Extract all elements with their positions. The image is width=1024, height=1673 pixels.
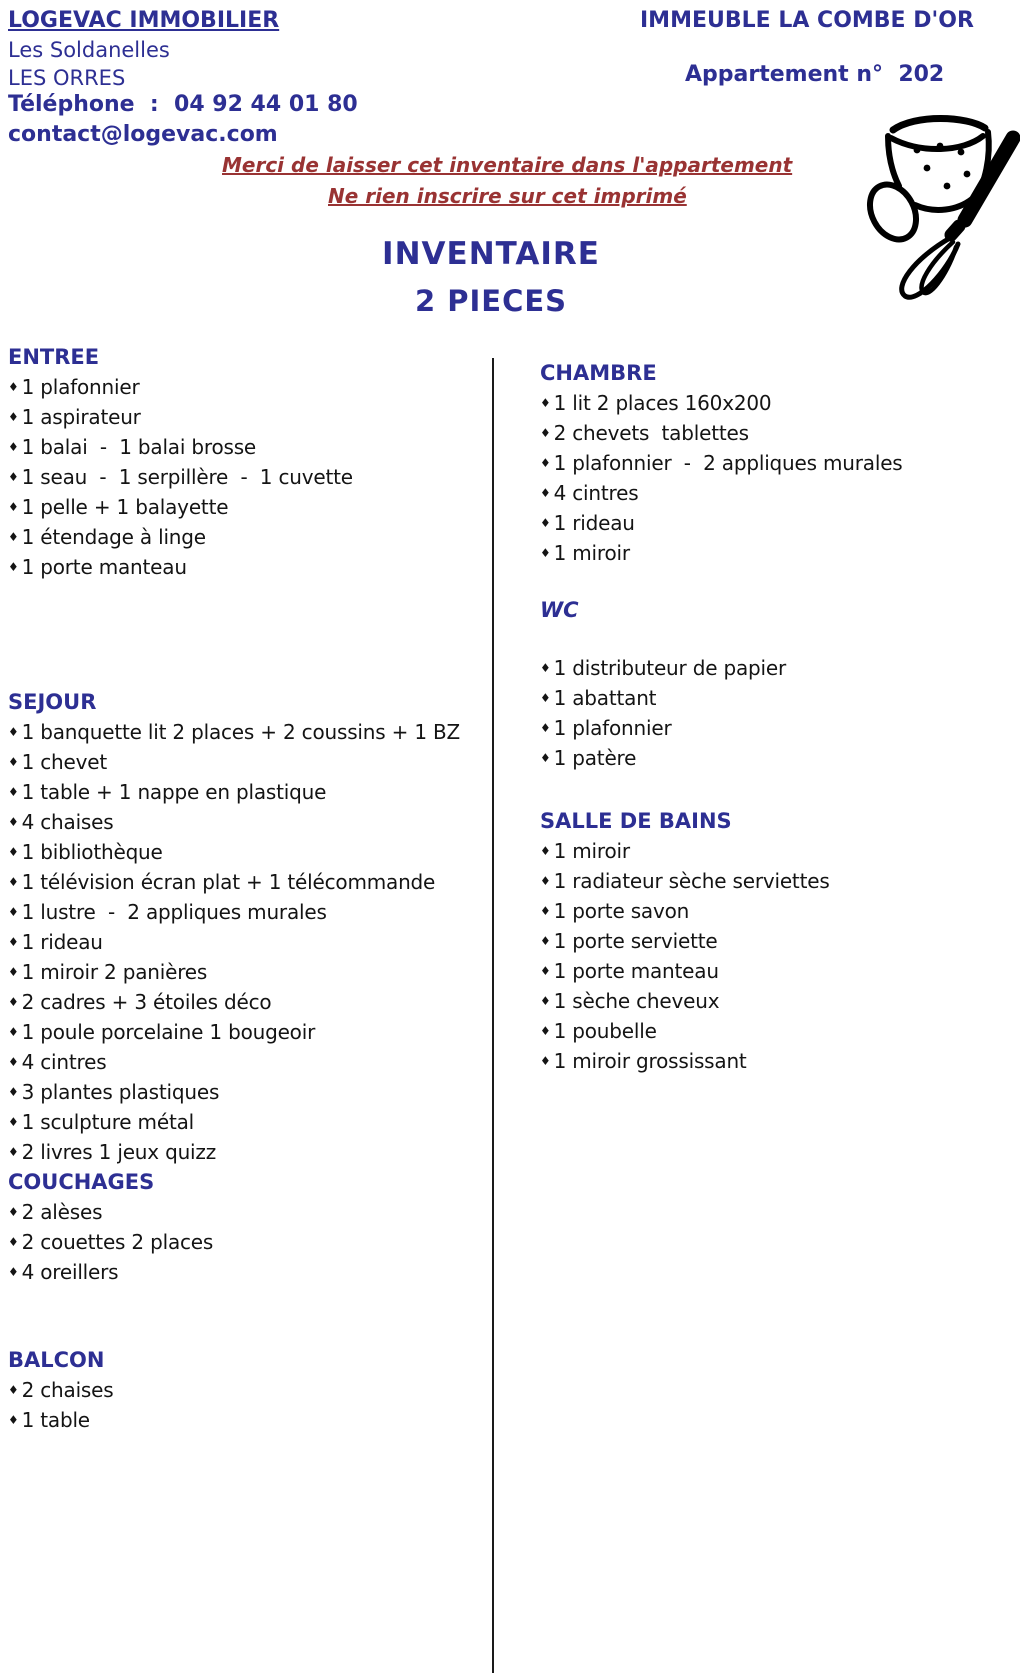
inventory-item [8, 927, 486, 957]
diamond-bullet-icon: ♦ [8, 1383, 19, 1397]
item-label: 1 balai - 1 balai brosse [21, 435, 257, 459]
inventory-item [8, 807, 486, 837]
notice-keep-inventory: Merci de laisser cet inventaire dans l'appartement [222, 153, 793, 177]
item-label: 1 rideau [553, 511, 635, 535]
item-label: 1 sèche cheveux [553, 989, 720, 1013]
notice-do-not-write: Ne rien inscrire sur cet imprimé [328, 184, 687, 208]
diamond-bullet-icon: ♦ [8, 875, 19, 889]
section-chambre [540, 358, 1018, 568]
inventory-item [8, 372, 486, 402]
inventory-item [540, 1046, 1018, 1076]
section-title-sejour: SEJOUR [8, 690, 97, 714]
building-name: IMMEUBLE LA COMBE D'OR [640, 8, 974, 33]
document-title: INVENTAIRE [382, 236, 600, 272]
inventory-item [8, 957, 486, 987]
section-title-balcon: BALCON [8, 1348, 105, 1372]
diamond-bullet-icon: ♦ [8, 500, 19, 514]
item-label: 1 bibliothèque [21, 840, 163, 864]
item-label: 1 miroir [553, 541, 630, 565]
section-entree [8, 342, 486, 582]
item-label: 1 lit 2 places 160x200 [553, 391, 772, 415]
inventory-item [8, 522, 486, 552]
item-label: 1 lustre - 2 appliques murales [21, 900, 327, 924]
inventory-item [540, 743, 1018, 773]
diamond-bullet-icon: ♦ [8, 1025, 19, 1039]
item-label: 1 porte serviette [553, 929, 718, 953]
inventory-item [540, 478, 1018, 508]
residence-name: Les Soldanelles [8, 38, 170, 62]
diamond-bullet-icon: ♦ [8, 530, 19, 544]
item-label: 4 chaises [21, 810, 114, 834]
section-title-salle-de-bains: SALLE DE BAINS [540, 809, 732, 833]
diamond-bullet-icon: ♦ [540, 661, 551, 675]
item-label: 4 oreillers [21, 1260, 119, 1284]
item-label: 1 poule porcelaine 1 bougeoir [21, 1020, 316, 1044]
inventory-item [540, 836, 1018, 866]
diamond-bullet-icon: ♦ [540, 426, 551, 440]
document-subtitle: 2 PIECES [414, 284, 568, 318]
diamond-bullet-icon: ♦ [540, 934, 551, 948]
inventory-item [8, 987, 486, 1017]
section-items [540, 836, 1018, 1076]
section-salle-de-bains [540, 806, 1018, 1076]
inventory-item [8, 1375, 486, 1405]
item-label: 3 plantes plastiques [21, 1080, 220, 1104]
item-label: 2 couettes 2 places [21, 1230, 214, 1254]
diamond-bullet-icon: ♦ [540, 516, 551, 530]
inventory-item [540, 1016, 1018, 1046]
inventory-item [540, 683, 1018, 713]
item-label: 1 abattant [553, 686, 657, 710]
item-label: 1 étendage à linge [21, 525, 206, 549]
diamond-bullet-icon: ♦ [8, 1205, 19, 1219]
inventory-item [540, 866, 1018, 896]
item-label: 1 porte manteau [21, 555, 187, 579]
diamond-bullet-icon: ♦ [540, 751, 551, 765]
inventory-item [8, 492, 486, 522]
inventory-item [540, 713, 1018, 743]
item-label: 1 distributeur de papier [553, 656, 786, 680]
inventory-item [8, 1077, 486, 1107]
inventory-item [8, 552, 486, 582]
diamond-bullet-icon: ♦ [540, 874, 551, 888]
diamond-bullet-icon: ♦ [540, 486, 551, 500]
inventory-item [8, 1227, 486, 1257]
inventory-item [8, 432, 486, 462]
item-label: 1 table [21, 1408, 90, 1432]
item-label: 2 cadres + 3 étoiles déco [21, 990, 272, 1014]
section-items [8, 717, 486, 1167]
item-label: 4 cintres [21, 1050, 107, 1074]
inventory-item [540, 926, 1018, 956]
diamond-bullet-icon: ♦ [8, 470, 19, 484]
item-label: 2 alèses [21, 1200, 103, 1224]
item-label: 1 plafonnier [21, 375, 140, 399]
diamond-bullet-icon: ♦ [8, 935, 19, 949]
inventory-item [540, 508, 1018, 538]
item-label: 1 radiateur sèche serviettes [553, 869, 830, 893]
section-balcon [8, 1345, 486, 1435]
section-items [540, 388, 1018, 568]
diamond-bullet-icon: ♦ [8, 1145, 19, 1159]
phone-line: Téléphone : 04 92 44 01 80 [8, 92, 358, 117]
city-name: LES ORRES [8, 66, 126, 90]
item-label: 1 patère [553, 746, 637, 770]
item-label: 1 plafonnier [553, 716, 672, 740]
item-label: 1 miroir grossissant [553, 1049, 747, 1073]
inventory-item [540, 538, 1018, 568]
inventory-item [8, 1197, 486, 1227]
diamond-bullet-icon: ♦ [540, 721, 551, 735]
inventory-item [8, 1107, 486, 1137]
item-label: 1 miroir [553, 839, 630, 863]
inventory-item [8, 897, 486, 927]
diamond-bullet-icon: ♦ [8, 1055, 19, 1069]
diamond-bullet-icon: ♦ [8, 905, 19, 919]
inventory-item [540, 653, 1018, 683]
inventory-item [8, 1257, 486, 1287]
email-line: contact@logevac.com [8, 122, 278, 147]
item-label: 4 cintres [553, 481, 639, 505]
bowl-egg-whisk-icon [855, 102, 1020, 302]
section-items [8, 372, 486, 582]
diamond-bullet-icon: ♦ [540, 546, 551, 560]
item-label: 1 table + 1 nappe en plastique [21, 780, 327, 804]
inventory-item [8, 837, 486, 867]
item-label: 1 sculpture métal [21, 1110, 194, 1134]
inventory-item [540, 896, 1018, 926]
section-title-couchages: COUCHAGES [8, 1170, 155, 1194]
item-label: 2 chaises [21, 1378, 114, 1402]
diamond-bullet-icon: ♦ [8, 965, 19, 979]
diamond-bullet-icon: ♦ [540, 994, 551, 1008]
inventory-item [540, 956, 1018, 986]
section-couchages [8, 1167, 486, 1287]
section-wc [540, 595, 1018, 773]
item-label: 1 banquette lit 2 places + 2 coussins + 1 BZ [21, 720, 461, 744]
diamond-bullet-icon: ♦ [8, 995, 19, 1009]
section-title-chambre: CHAMBRE [540, 361, 657, 385]
inventory-item [8, 1017, 486, 1047]
section-items [8, 1375, 486, 1435]
column-divider-line [492, 358, 494, 1673]
diamond-bullet-icon: ♦ [8, 755, 19, 769]
diamond-bullet-icon: ♦ [8, 1413, 19, 1427]
item-label: 1 télévision écran plat + 1 télécommande [21, 870, 436, 894]
diamond-bullet-icon: ♦ [8, 380, 19, 394]
section-items [540, 653, 1018, 773]
item-label: 1 miroir 2 panières [21, 960, 208, 984]
diamond-bullet-icon: ♦ [8, 1235, 19, 1249]
item-label: 1 rideau [21, 930, 103, 954]
inventory-item [8, 867, 486, 897]
inventory-item [540, 418, 1018, 448]
item-label: 1 seau - 1 serpillère - 1 cuvette [21, 465, 353, 489]
section-title-wc: WC [540, 598, 579, 622]
diamond-bullet-icon: ♦ [540, 396, 551, 410]
inventory-item [8, 1137, 486, 1167]
diamond-bullet-icon: ♦ [540, 1024, 551, 1038]
right-column [540, 342, 1018, 1076]
item-label: 2 livres 1 jeux quizz [21, 1140, 216, 1164]
diamond-bullet-icon: ♦ [540, 1054, 551, 1068]
section-title-entree: ENTREE [8, 345, 100, 369]
diamond-bullet-icon: ♦ [8, 1115, 19, 1129]
inventory-item [8, 1405, 486, 1435]
diamond-bullet-icon: ♦ [8, 440, 19, 454]
diamond-bullet-icon: ♦ [8, 410, 19, 424]
inventory-item [8, 462, 486, 492]
diamond-bullet-icon: ♦ [8, 725, 19, 739]
item-label: 1 poubelle [553, 1019, 657, 1043]
diamond-bullet-icon: ♦ [8, 845, 19, 859]
item-label: 1 porte savon [553, 899, 690, 923]
inventory-item [8, 777, 486, 807]
inventory-item [540, 986, 1018, 1016]
item-label: 1 aspirateur [21, 405, 141, 429]
inventory-item [540, 388, 1018, 418]
diamond-bullet-icon: ♦ [540, 456, 551, 470]
item-label: 2 chevets tablettes [553, 421, 749, 445]
apartment-number: Appartement n° 202 [685, 62, 945, 87]
section-items [8, 1197, 486, 1287]
item-label: 1 pelle + 1 balayette [21, 495, 229, 519]
diamond-bullet-icon: ♦ [8, 560, 19, 574]
left-column [8, 342, 486, 1435]
diamond-bullet-icon: ♦ [8, 1265, 19, 1279]
agency-name: LOGEVAC IMMOBILIER [8, 8, 280, 33]
item-label: 1 porte manteau [553, 959, 719, 983]
inventory-item [8, 717, 486, 747]
diamond-bullet-icon: ♦ [8, 1085, 19, 1099]
diamond-bullet-icon: ♦ [540, 844, 551, 858]
diamond-bullet-icon: ♦ [540, 904, 551, 918]
section-sejour [8, 687, 486, 1167]
diamond-bullet-icon: ♦ [8, 785, 19, 799]
item-label: 1 chevet [21, 750, 108, 774]
item-label: 1 plafonnier - 2 appliques murales [553, 451, 903, 475]
inventory-item [540, 448, 1018, 478]
inventory-item [8, 1047, 486, 1077]
diamond-bullet-icon: ♦ [540, 691, 551, 705]
inventory-item [8, 747, 486, 777]
inventory-item [8, 402, 486, 432]
diamond-bullet-icon: ♦ [540, 964, 551, 978]
diamond-bullet-icon: ♦ [8, 815, 19, 829]
